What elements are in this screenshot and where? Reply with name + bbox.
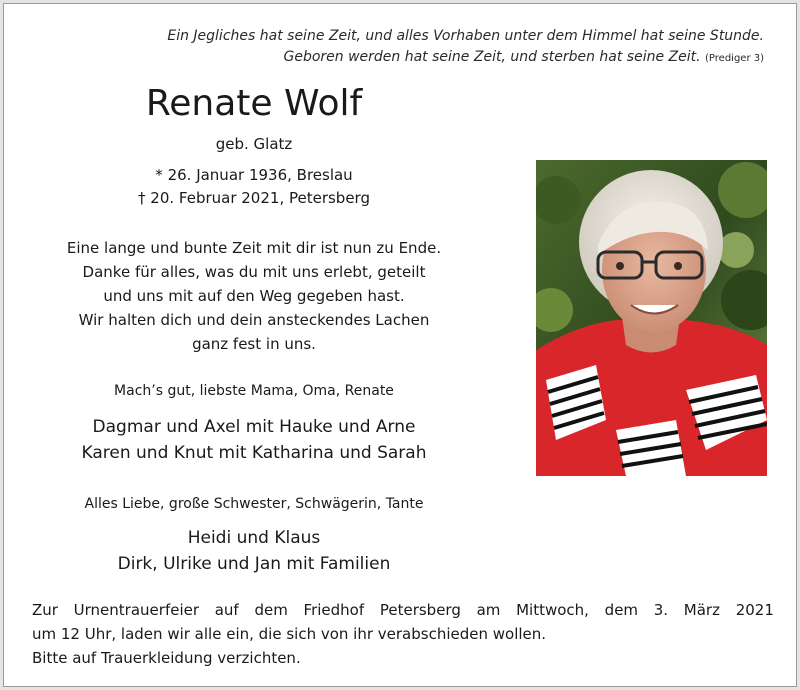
notice-word: dem <box>254 601 288 619</box>
portrait-illustration <box>536 160 767 476</box>
funeral-notice <box>32 598 774 670</box>
notice-word: 3. <box>653 601 669 619</box>
poem-line: Wir halten dich und dein ansteckendes Lachen <box>78 311 430 329</box>
life-dates <box>14 164 494 210</box>
notice-word: März <box>683 601 720 619</box>
notice-word: Zur <box>32 601 58 619</box>
birth-name: geb. Glatz <box>215 135 293 153</box>
notice-word: Friedhof <box>303 601 365 619</box>
notice-line-2: um 12 Uhr, laden wir alle ein, die sich von ihr verabschieden wollen. <box>32 625 547 643</box>
death-date: † 20. Februar 2021, Petersberg <box>138 189 370 207</box>
notice-word: dem <box>604 601 639 619</box>
poem-line: und uns mit auf den Weg gegeben hast. <box>103 287 405 305</box>
notice-word: am <box>476 601 501 619</box>
motto-line-1: Ein Jegliches hat seine Zeit, und alles Vorhaben unter dem Himmel hat seine Stunde. <box>167 28 764 44</box>
notice-line-1 <box>32 598 774 622</box>
farewell-siblings: Alles Liebe, große Schwester, Schwägerin, Tante <box>84 496 424 512</box>
portrait-photo <box>536 160 767 476</box>
poem-line: Danke für alles, was du mit uns erlebt, geteilt <box>82 263 426 281</box>
poem-line: ganz fest in uns. <box>192 335 316 353</box>
family-line: Dirk, Ulrike und Jan mit Familien <box>117 554 391 574</box>
notice-word: Urnentrauerfeier <box>73 601 200 619</box>
family-line: Dagmar und Axel mit Hauke und Arne <box>92 417 416 437</box>
deceased-name: Renate Wolf <box>145 83 363 124</box>
notice-word: 2021 <box>735 601 774 619</box>
poem-line: Eine lange und bunte Zeit mit dir ist nun zu Ende. <box>66 239 442 257</box>
motto-reference: (Prediger 3) <box>705 53 764 64</box>
obituary-card <box>3 3 797 687</box>
motto-line-2-text: Geboren werden hat seine Zeit, und sterben hat seine Zeit. <box>283 49 701 65</box>
bible-motto <box>34 26 764 69</box>
notice-word: Mittwoch, <box>516 601 589 619</box>
motto-line-2 <box>34 47 764 69</box>
family-siblings <box>14 525 494 577</box>
family-line: Heidi und Klaus <box>187 528 321 548</box>
family-line: Karen und Knut mit Katharina und Sarah <box>81 443 427 463</box>
family-children <box>14 414 494 466</box>
farewell-children: Mach’s gut, liebste Mama, Oma, Renate <box>114 383 394 399</box>
notice-word: Petersberg <box>379 601 461 619</box>
poem <box>14 236 494 356</box>
birth-date: * 26. Januar 1936, Breslau <box>155 166 353 184</box>
notice-word: auf <box>214 601 239 619</box>
notice-line-3: Bitte auf Trauerkleidung verzichten. <box>32 649 301 667</box>
